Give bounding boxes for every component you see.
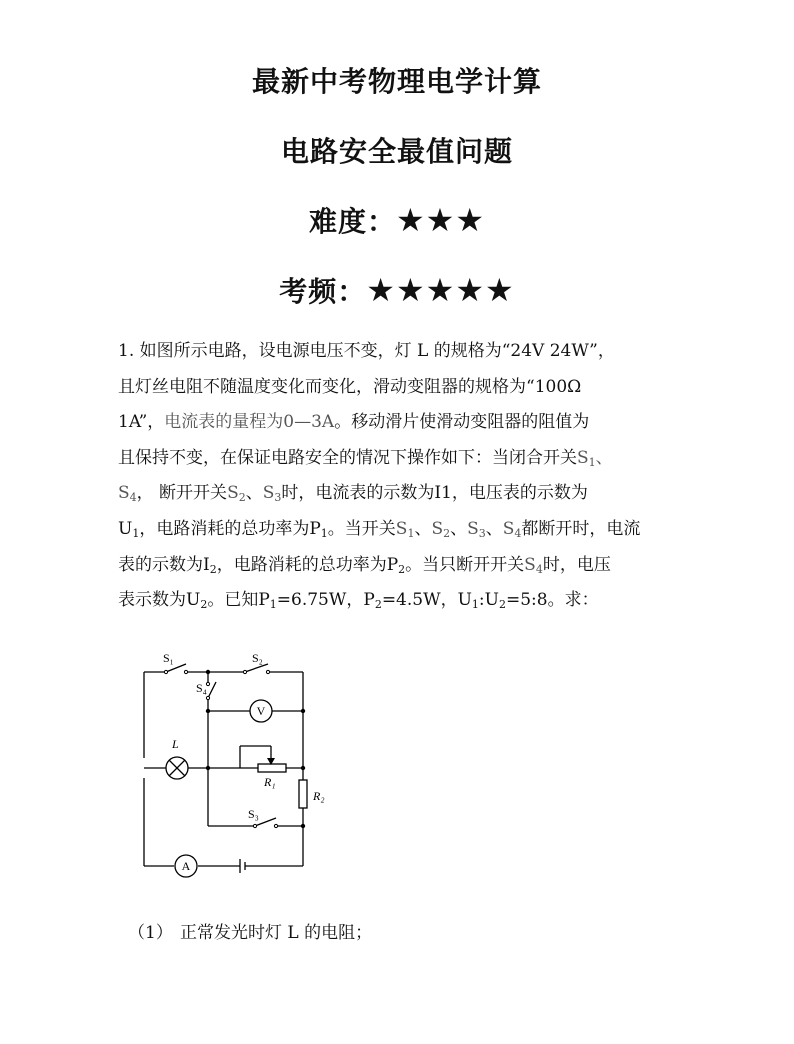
label-r2: R₂ (313, 789, 325, 803)
frequency-label: 考频： (279, 275, 367, 308)
difficulty-stars: ★★★ (395, 201, 486, 239)
problem-line-4: 且保持不变，在保证电路安全的情况下操作如下：当闭合开关$S_1$、 (118, 447, 613, 469)
difficulty-row (0, 200, 794, 240)
frequency-row (0, 270, 794, 310)
question-1-number: （1） (128, 923, 173, 943)
problem-line-2: 且灯丝电阻不随温度变化而变化，滑动变阻器的规格为“100Ω (118, 376, 582, 397)
question-1-text: 正常发光时灯 L 的电阻； (180, 923, 373, 943)
problem-line-6: $U_1$，电路消耗的总功率为$P_1$。当开关$S_1$、$S_2$、$S_3$、$S_4$都断开时，电流 (118, 518, 641, 540)
problem-line-7: 表的示数为$I_2$，电路消耗的总功率为$P_2$。当只断开开关$S_4$时，电压 (118, 554, 611, 576)
doc-subtitle: 电路安全最值问题 (280, 135, 513, 168)
label-s4: S₄ (196, 681, 207, 695)
label-s2: S₂ (252, 651, 263, 665)
problem-line-8: 表示数为$U_2$。已知$P_1=6.75W$，$P_2=4.5W$，$U_1:U_2=5:8$。求： (118, 590, 599, 612)
problem-line-5: $S_4$， 断开开关$S_2$、$S_3$时，电流表的示数为I1，电压表的示数为 (118, 483, 588, 505)
label-l: L (172, 737, 179, 751)
question-1 (128, 918, 372, 943)
problem-line-3: 1A”，电流表的量程为0—3A。移动滑片使滑动变阻器的阻值为 (118, 412, 590, 433)
label-s1: S₁ (163, 651, 174, 665)
label-s3: S₃ (248, 807, 259, 821)
difficulty-label: 难度： (308, 205, 396, 238)
label-r1: R₁ (264, 775, 276, 789)
problem-text (118, 334, 698, 619)
problem-line-1: 1. 如图所示电路，设电源电压不变，灯 L 的规格为“24V 24W”， (118, 341, 615, 361)
label-a: A (181, 859, 191, 873)
doc-title: 最新中考物理电学计算 (251, 65, 542, 98)
frequency-stars: ★★★★★ (366, 271, 515, 309)
label-v: V (256, 704, 266, 718)
circuit-diagram (130, 640, 350, 885)
